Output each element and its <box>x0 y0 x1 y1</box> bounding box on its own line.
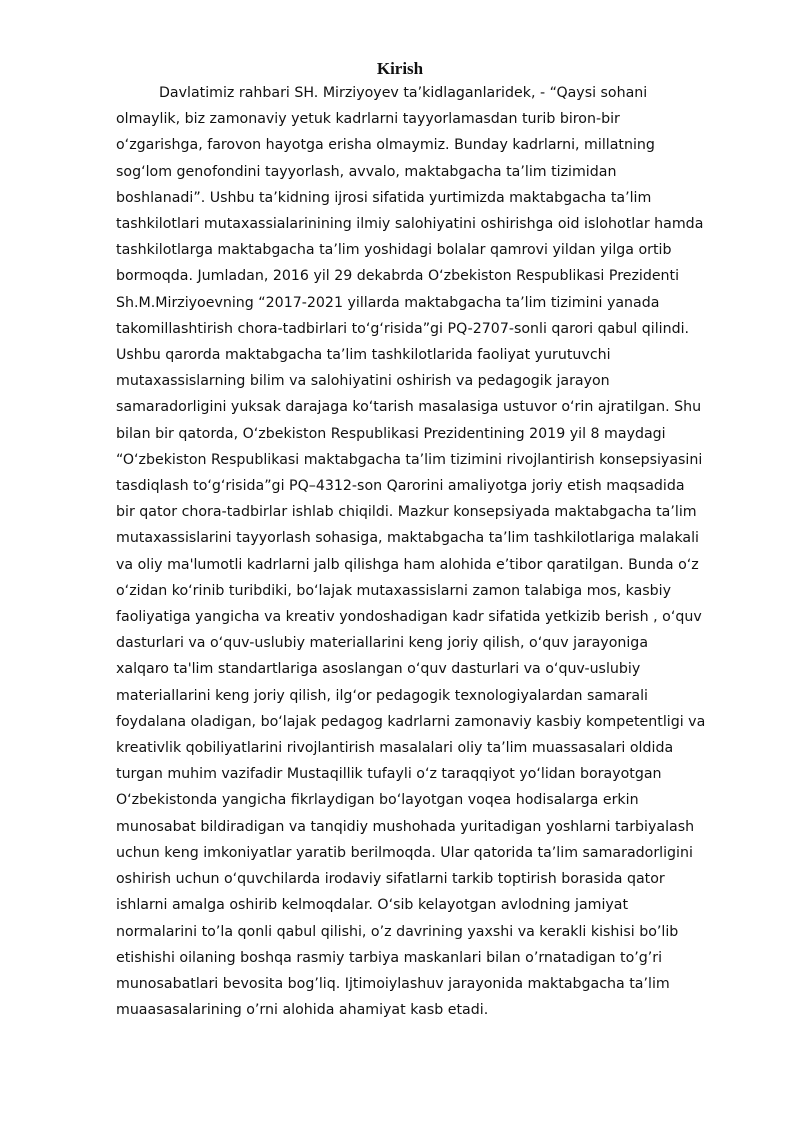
text-line: tashkilotlari mutaxassialarinining ilmiy salohiyatini oshirishga oid islohotlar hamda <box>116 216 704 233</box>
text-line: boshlanadi”. Ushbu ta’kidning ijrosi sifatida yurtimizda maktabgacha ta’lim <box>116 189 652 206</box>
text-line: Davlatimiz rahbari SH. Mirziyoyev ta’kidlaganlaridek, - “Qaysi sohani <box>159 85 648 101</box>
text-line: samaradorligini yuksak darajaga ko‘tarish masalasiga ustuvor o‘rin ajratilgan. Shu <box>116 399 702 416</box>
text-line: turgan muhim vazifadir Mustaqillik tufayli o‘z taraqqiyot yo‘lidan borayotgan <box>116 766 662 783</box>
text-line: takomillashtirish chora-tadbirlari to‘g‘risida”gi PQ-2707-sonli qarori qabul qilindi. <box>116 320 690 337</box>
text-line: mutaxassislarini tayyorlash sohasiga, maktabgacha ta’lim tashkilotlariga malakali <box>116 530 699 547</box>
text-line: dasturlari va o‘quv-uslubiy materiallarini keng joriy qilish, o‘quv jarayoniga <box>116 635 649 652</box>
text-line: Sh.M.Mirziyoevning “2017-2021 yillarda maktabgacha ta’lim tizimini yanada <box>116 294 660 311</box>
text-line: tasdiqlash to‘g‘risida”gi PQ–4312-son Qarorini amaliyotga joriy etish maqsadida <box>116 478 685 495</box>
text-line: va oliy ma'lumotli kadrlarni jalb qilishga ham alohida e’tibor qaratilgan. Bunda o‘z <box>116 556 699 573</box>
body-paragraph <box>116 80 716 1023</box>
text-line: munosabat bildiradigan va tanqidiy mushohada yuritadigan yoshlarni tarbiyalash <box>116 818 695 835</box>
text-line: bilan bir qatorda, O‘zbekiston Respublikasi Prezidentining 2019 yil 8 maydagi <box>116 425 666 442</box>
text-line: uchun keng imkoniyatlar yaratib berilmoqda. Ular qatorida ta’lim samaradorligini <box>116 844 693 861</box>
text-line: muaasasalarining o’rni alohida ahamiyat kasb etadi. <box>116 1002 489 1019</box>
text-line: faoliyatiga yangicha va kreativ yondoshadigan kadr sifatida yetkizib berish , o‘quv <box>116 609 702 626</box>
text-line: tashkilotlarga maktabgacha ta’lim yoshidagi bolalar qamrovi yildan yilga ortib <box>116 242 672 259</box>
text-line: o‘zidan ko‘rinib turibdiki, bo‘lajak mutaxassislarni zamon talabiga mos, kasbiy <box>116 582 671 599</box>
text-line: foydalana oladigan, bo‘lajak pedagog kadrlarni zamonaviy kasbiy kompetentligi va <box>116 713 706 730</box>
text-line: kreativlik qobiliyatlarini rivojlantirish masalalari oliy ta’lim muassasalari oldida <box>116 740 674 757</box>
text-line: munosabatlari bevosita bog’liq. Ijtimoiylashuv jarayonida maktabgacha ta’lim <box>116 975 670 992</box>
text-line: xalqaro ta'lim standartlariga asoslangan o‘quv dasturlari va o‘quv-uslubiy <box>116 661 641 678</box>
text-line: O‘zbekistonda yangicha fikrlaydigan bo‘layotgan voqea hodisalarga erkin <box>116 792 639 809</box>
text-line: ishlarni amalga oshirib kelmoqdalar. O‘sib kelayotgan avlodning jamiyat <box>116 897 629 914</box>
text-line: bir qator chora-tadbirlar ishlab chiqildi. Mazkur konsepsiyada maktabgacha ta’lim <box>116 504 697 521</box>
text-line: o‘zgarishga, farovon hayotga erisha olmaymiz. Bunday kadrlarni, millatning <box>116 137 655 154</box>
text-line: Ushbu qarorda maktabgacha ta’lim tashkilotlarida faoliyat yurutuvchi <box>116 347 611 364</box>
text-line: sog‘lom genofondini tayyorlash, avvalo, maktabgacha ta’lim tizimidan <box>116 163 617 180</box>
text-line: olmaylik, biz zamonaviy yetuk kadrlarni tayyorlamasdan turib biron-bir <box>116 111 620 128</box>
text-line: materiallarini keng joriy qilish, ilg‘or pedagogik texnologiyalardan samarali <box>116 687 648 704</box>
text-line: bormoqda. Jumladan, 2016 yil 29 dekabrda O‘zbekiston Respublikasi Prezidenti <box>116 268 680 285</box>
page-title: Kirish <box>376 59 424 78</box>
text-line: “O‘zbekiston Respublikasi maktabgacha ta’lim tizimini rivojlantirish konsepsiyasini <box>116 451 703 468</box>
text-line: mutaxassislarning bilim va salohiyatini oshirish va pedagogik jarayon <box>116 373 610 390</box>
text-line: normalarini to’la qonli qabul qilishi, o’z davrining yaxshi va kerakli kishisi bo’lib <box>116 923 679 940</box>
text-line: etishishi oilaning boshqa rasmiy tarbiya maskanlari bilan o’rnatadigan to’g’ri <box>116 949 663 966</box>
text-line: oshirish uchun o‘quvchilarda irodaviy sifatlarni tarkib toptirish borasida qator <box>116 871 665 888</box>
